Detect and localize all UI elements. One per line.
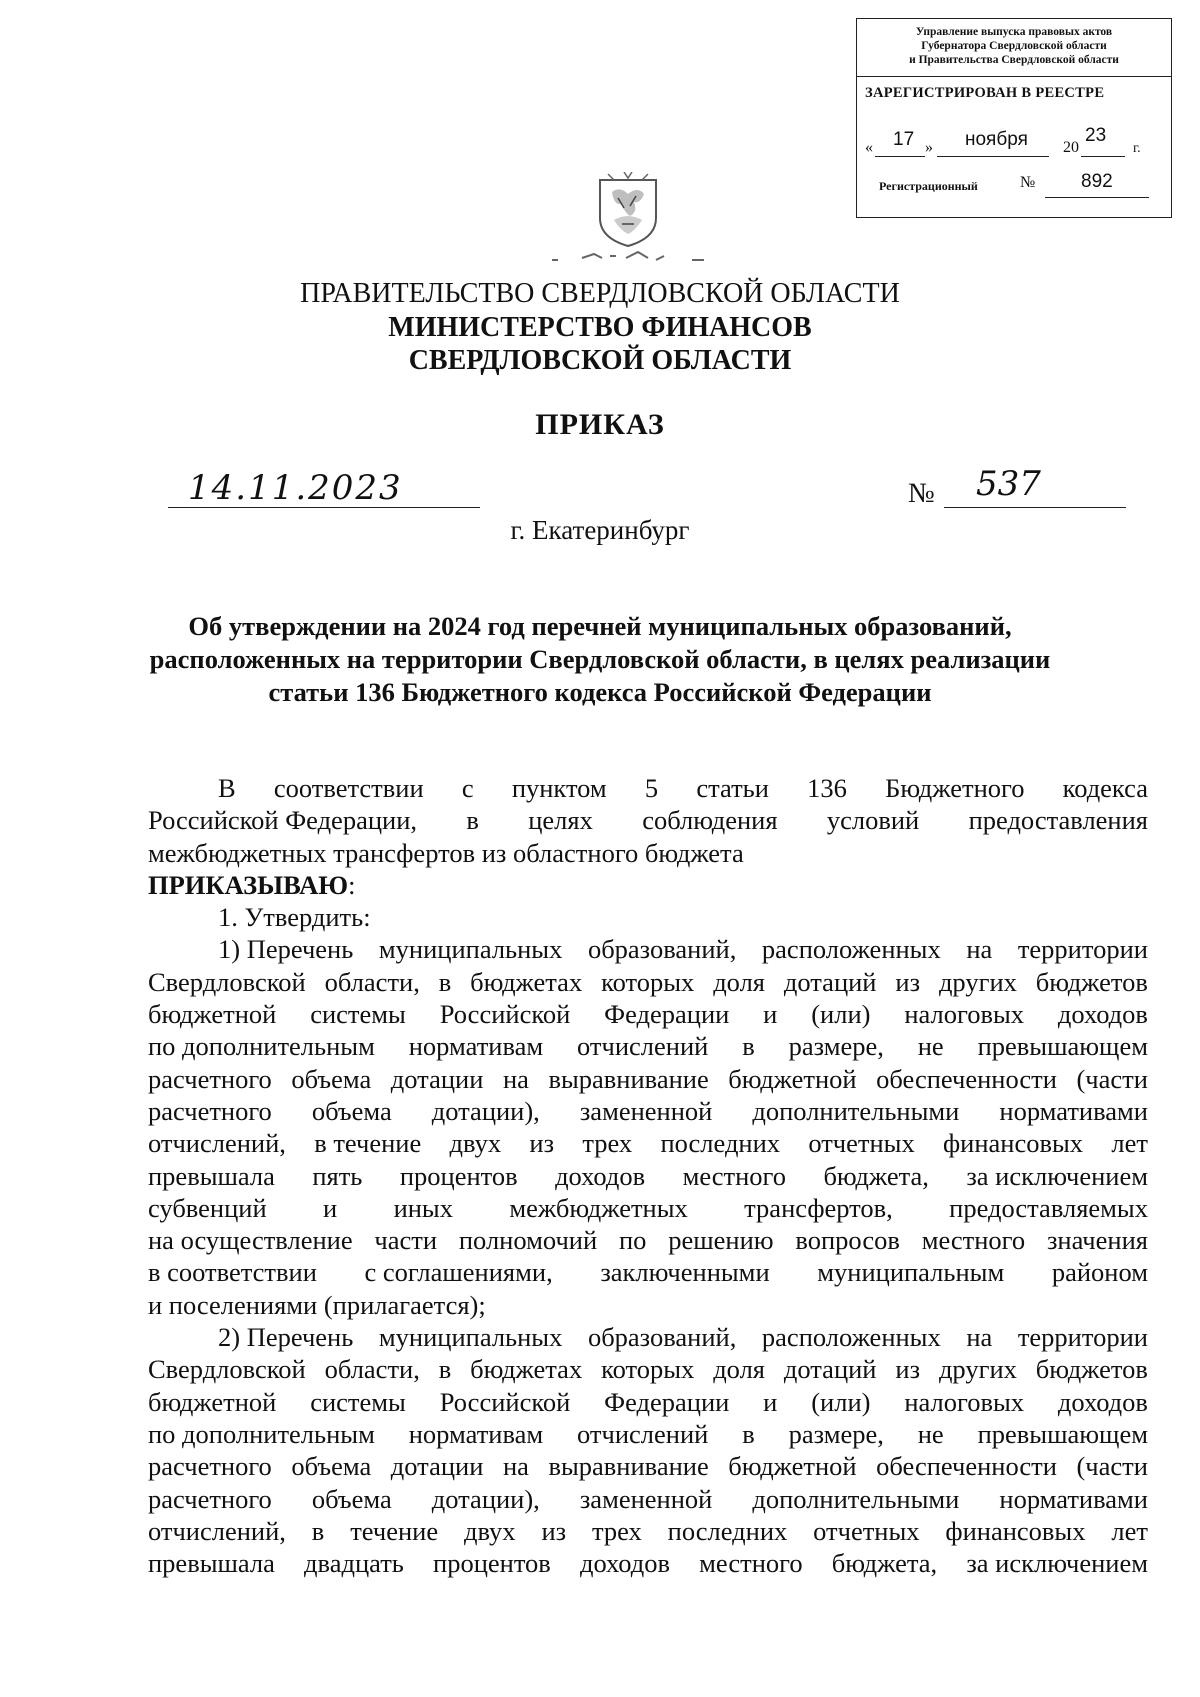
command-colon: : [348,869,356,900]
word: системы [310,999,406,1030]
text-line [148,1095,1148,1127]
word: последних [667,1515,788,1546]
word: течение [350,1515,439,1546]
word: и [323,1192,338,1223]
word: бюджетов [1035,966,1148,997]
word: (части [1076,1063,1148,1094]
order-number-underline [944,507,1126,508]
word: нормативами [999,1483,1148,1514]
word: в соответствии [148,1257,317,1288]
stamp-year-prefix: 20 [1063,139,1079,156]
word: доходов [555,1160,646,1191]
word: замененной [579,1483,713,1514]
text-line [148,1127,1148,1159]
stamp-year-line [1081,156,1125,157]
word: Российской [439,1386,571,1417]
word: превышающем [977,1418,1148,1449]
order-number: 537 [976,464,1041,504]
word: двух [463,1515,516,1546]
word: 136 [807,773,847,803]
paragraph-preamble [148,772,1148,869]
stamp-day-line [875,156,925,157]
word: Бюджетного [885,773,1025,803]
word: последних [660,1128,781,1159]
word: бюджетной [728,1063,857,1094]
word: дотации), [431,1483,540,1514]
title-line-3: статьи 136 Бюджетного кодекса Российской Федерации [268,677,932,707]
word: дотаций [783,966,877,997]
word: доходов [1057,999,1148,1030]
ministry-name-line-2: СВЕРДЛОВСКОЙ ОБЛАСТИ [408,345,792,376]
word: расположенных [761,934,941,965]
coat-of-arms-icon [594,172,662,248]
command-line [148,869,1148,901]
word: трех [582,1128,633,1159]
word: трансфертов, [744,1192,893,1223]
word: нормативам [408,1031,544,1062]
word: области, [324,1354,420,1385]
word: дополнительными [752,1095,960,1126]
word: пять [312,1160,363,1191]
word: которых [601,1354,695,1385]
word: соответствии [273,773,424,803]
word: расчетного [148,1451,272,1482]
word: не [917,1418,944,1449]
word: Федерации [604,999,730,1030]
word: межбюджетных [509,1192,688,1223]
word: налоговых [904,999,1025,1030]
title-line-1: Об утверждении на 2024 год перечней муниципальных образований, [188,611,1012,641]
text-line [148,1418,1148,1450]
stamp-header [857,19,1171,77]
word: налоговых [904,1386,1025,1417]
word: выравнивание [548,1063,709,1094]
word: системы [310,1386,406,1417]
word: в [438,966,452,997]
word: отчетных [808,1128,915,1159]
word: полномочий [458,1225,598,1256]
word: Российской [439,999,571,1030]
word: из [541,1515,567,1546]
order-number-sign: № [908,478,935,509]
word: (или) [811,1386,871,1417]
word: в [311,1515,325,1546]
word: дотации [390,1063,484,1094]
word: превышающем [977,1031,1148,1062]
word: нормативами [999,1095,1148,1126]
word: предоставляемых [949,1192,1148,1223]
document-type: ПРИКАЗ [535,408,665,441]
word: других [938,1354,1017,1385]
word: значения [1046,1225,1148,1256]
stamp-reg-number: 892 [1081,171,1113,192]
city: г. Екатеринбург [510,515,690,545]
word: с соглашениями, [364,1257,553,1288]
word: трех [591,1515,642,1546]
command-word: ПРИКАЗЫВАЮ [148,869,349,900]
word: и поселениями (прилагается); [148,1289,486,1320]
word: по дополнительным [148,1031,375,1062]
word: Федерации [604,1386,730,1417]
document-body [148,772,1148,1579]
word: на [502,1063,529,1094]
word: доля [713,966,765,997]
text-line [148,1515,1148,1547]
stamp-line-1: Управление выпуска правовых актов [915,26,1113,38]
stamp-line-3: и Правительства Свердловской области [909,54,1119,66]
word: которых [601,966,695,997]
stamp-num-sign: № [1020,174,1036,191]
word: районом [1051,1257,1148,1288]
word: территории [1017,1322,1148,1353]
stamp-quote-close: » [925,139,933,156]
word: по дополнительным [148,1418,375,1449]
word: бюджетов [1035,1354,1148,1385]
word: объема [291,1451,372,1482]
word: финансовых [943,1128,1084,1159]
word: в течение [314,1128,422,1159]
word: на [966,1322,993,1353]
word: доходов [1057,1386,1148,1417]
word: Российской Федерации, [148,805,417,836]
word: отчислений [577,1031,709,1062]
word: 1) Перечень [218,934,354,965]
word: вопросов [795,1225,900,1256]
text-line [148,1321,1148,1353]
word: отчислений [577,1418,709,1449]
word: кодекса [1062,773,1148,803]
text-line [148,998,1148,1030]
item-1 [148,901,1148,933]
subitem-1 [148,933,1148,1321]
word: с [461,773,474,803]
word: местного [921,1225,1026,1256]
word: местного [699,1548,803,1579]
text-line [148,837,1148,869]
word: нормативам [408,1418,544,1449]
text-line [148,933,1148,965]
text-line [148,1063,1148,1095]
word: дотации [390,1451,484,1482]
word: бюджетной [148,999,277,1030]
word: объема [311,1095,392,1126]
word: на осуществление [148,1225,353,1256]
subitem-2 [148,1321,1148,1579]
word: и [763,999,778,1030]
word: двух [449,1128,502,1159]
word: на [502,1451,529,1482]
word: 2) Перечень [218,1322,354,1353]
text-line [148,772,1148,804]
text-line [148,1160,1148,1192]
word: финансовых [945,1515,1086,1546]
word: объема [311,1483,392,1514]
word: замененной [579,1095,713,1126]
word: образований, [587,934,737,965]
word: двадцать [304,1548,404,1579]
document-title [0,610,1200,709]
text-line [148,1547,1148,1579]
word: из [529,1128,555,1159]
item-1-text: 1. Утвердить: [218,902,371,933]
word: превышала [148,1160,275,1191]
word: бюджетной [148,1386,277,1417]
word: в [742,1031,755,1062]
word: дотации), [431,1095,540,1126]
text-line [148,1030,1148,1062]
word: части [374,1225,438,1256]
word: превышала [148,1548,275,1579]
word: лет [1111,1515,1148,1546]
word: статьи [696,773,769,803]
word: образований, [587,1322,737,1353]
word: субвенций [148,1192,267,1223]
stamp-year-suffix: 23 [1085,125,1107,146]
word: отчетных [813,1515,920,1546]
emblem-base-decoration [552,250,712,264]
word: бюджетной [728,1451,857,1482]
word: процентов [433,1548,551,1579]
word: выравнивание [548,1451,709,1482]
word: процентов [399,1160,518,1191]
stamp-year-unit: г. [1133,141,1141,156]
word: расчетного [148,1063,272,1094]
word: из [895,966,921,997]
word: за исключением [966,1160,1148,1191]
word: размере, [788,1418,884,1449]
word: В [218,773,236,803]
stamp-registered: ЗАРЕГИСТРИРОВАН В РЕЕСТРЕ [865,85,1105,101]
word: иных [393,1192,453,1223]
word: Свердловской [148,1354,306,1385]
stamp-line-2: Губернатора Свердловской области [921,40,1107,52]
text-line [148,966,1148,998]
word: бюджета, [823,1160,929,1191]
text-line [148,1192,1148,1224]
text-line [148,804,1148,836]
word: обеспеченности [876,1063,1057,1094]
word: бюджета, [831,1548,938,1579]
text-line [148,1224,1148,1256]
word: расчетного [148,1483,272,1514]
word: дотаций [783,1354,877,1385]
word: бюджетах [470,1354,583,1385]
stamp-num-line [1045,197,1149,198]
word: муниципальных [378,934,563,965]
word: Свердловской [148,966,306,997]
word: и [763,1386,778,1417]
text-line [148,1386,1148,1418]
stamp-quote-open: « [865,139,873,156]
ministry-name-line-1: МИНИСТЕРСТВО ФИНАНСОВ [388,312,812,343]
registration-stamp [856,18,1172,218]
word: других [938,966,1017,997]
word: области, [324,966,420,997]
word: не [917,1031,944,1062]
word: муниципальным [817,1257,1005,1288]
word: решению [668,1225,774,1256]
word: объема [291,1063,372,1094]
order-date: 14.11.2023 [188,468,403,508]
stamp-month-line [937,156,1049,157]
word: доля [713,1354,765,1385]
word: расположенных [761,1322,941,1353]
word: межбюджетных трансфертов из областного бюджета [148,837,744,868]
stamp-date [865,125,1165,159]
word: (или) [811,999,871,1030]
text-line [148,1483,1148,1515]
word: в [742,1418,755,1449]
word: заключенными [600,1257,770,1288]
word: местного [682,1160,786,1191]
word: муниципальных [378,1322,563,1353]
word: по [618,1225,647,1256]
word: пунктом [511,773,607,803]
text-line [148,1289,1148,1321]
word: расчетного [148,1095,272,1126]
word: дополнительными [752,1483,960,1514]
word: размере, [788,1031,884,1062]
word: в [438,1354,452,1385]
stamp-month: ноября [965,129,1028,150]
word: территории [1017,934,1148,965]
word: целях [528,805,593,836]
word: соблюдения [642,805,778,836]
stamp-reg-label: Регистрационный [879,179,978,193]
word: 5 [644,773,659,803]
word: отчислений, [148,1128,286,1159]
text-line [148,1353,1148,1385]
word: обеспеченности [876,1451,1057,1482]
title-line-2: расположенных на территории Свердловской области, в целях реализации [149,644,1051,674]
word: (части [1076,1451,1148,1482]
word: лет [1111,1128,1148,1159]
word: в [466,805,479,836]
word: из [895,1354,921,1385]
word: отчислений, [148,1515,286,1546]
text-line [148,1450,1148,1482]
word: бюджетах [470,966,583,997]
word: за исключением [966,1548,1148,1579]
word: предоставления [968,805,1148,836]
text-line [148,1256,1148,1288]
government-name: ПРАВИТЕЛЬСТВО СВЕРДЛОВСКОЙ ОБЛАСТИ [300,278,900,309]
stamp-day: 17 [893,129,915,150]
word: доходов [579,1548,671,1579]
word: условий [826,805,920,836]
word: на [966,934,993,965]
